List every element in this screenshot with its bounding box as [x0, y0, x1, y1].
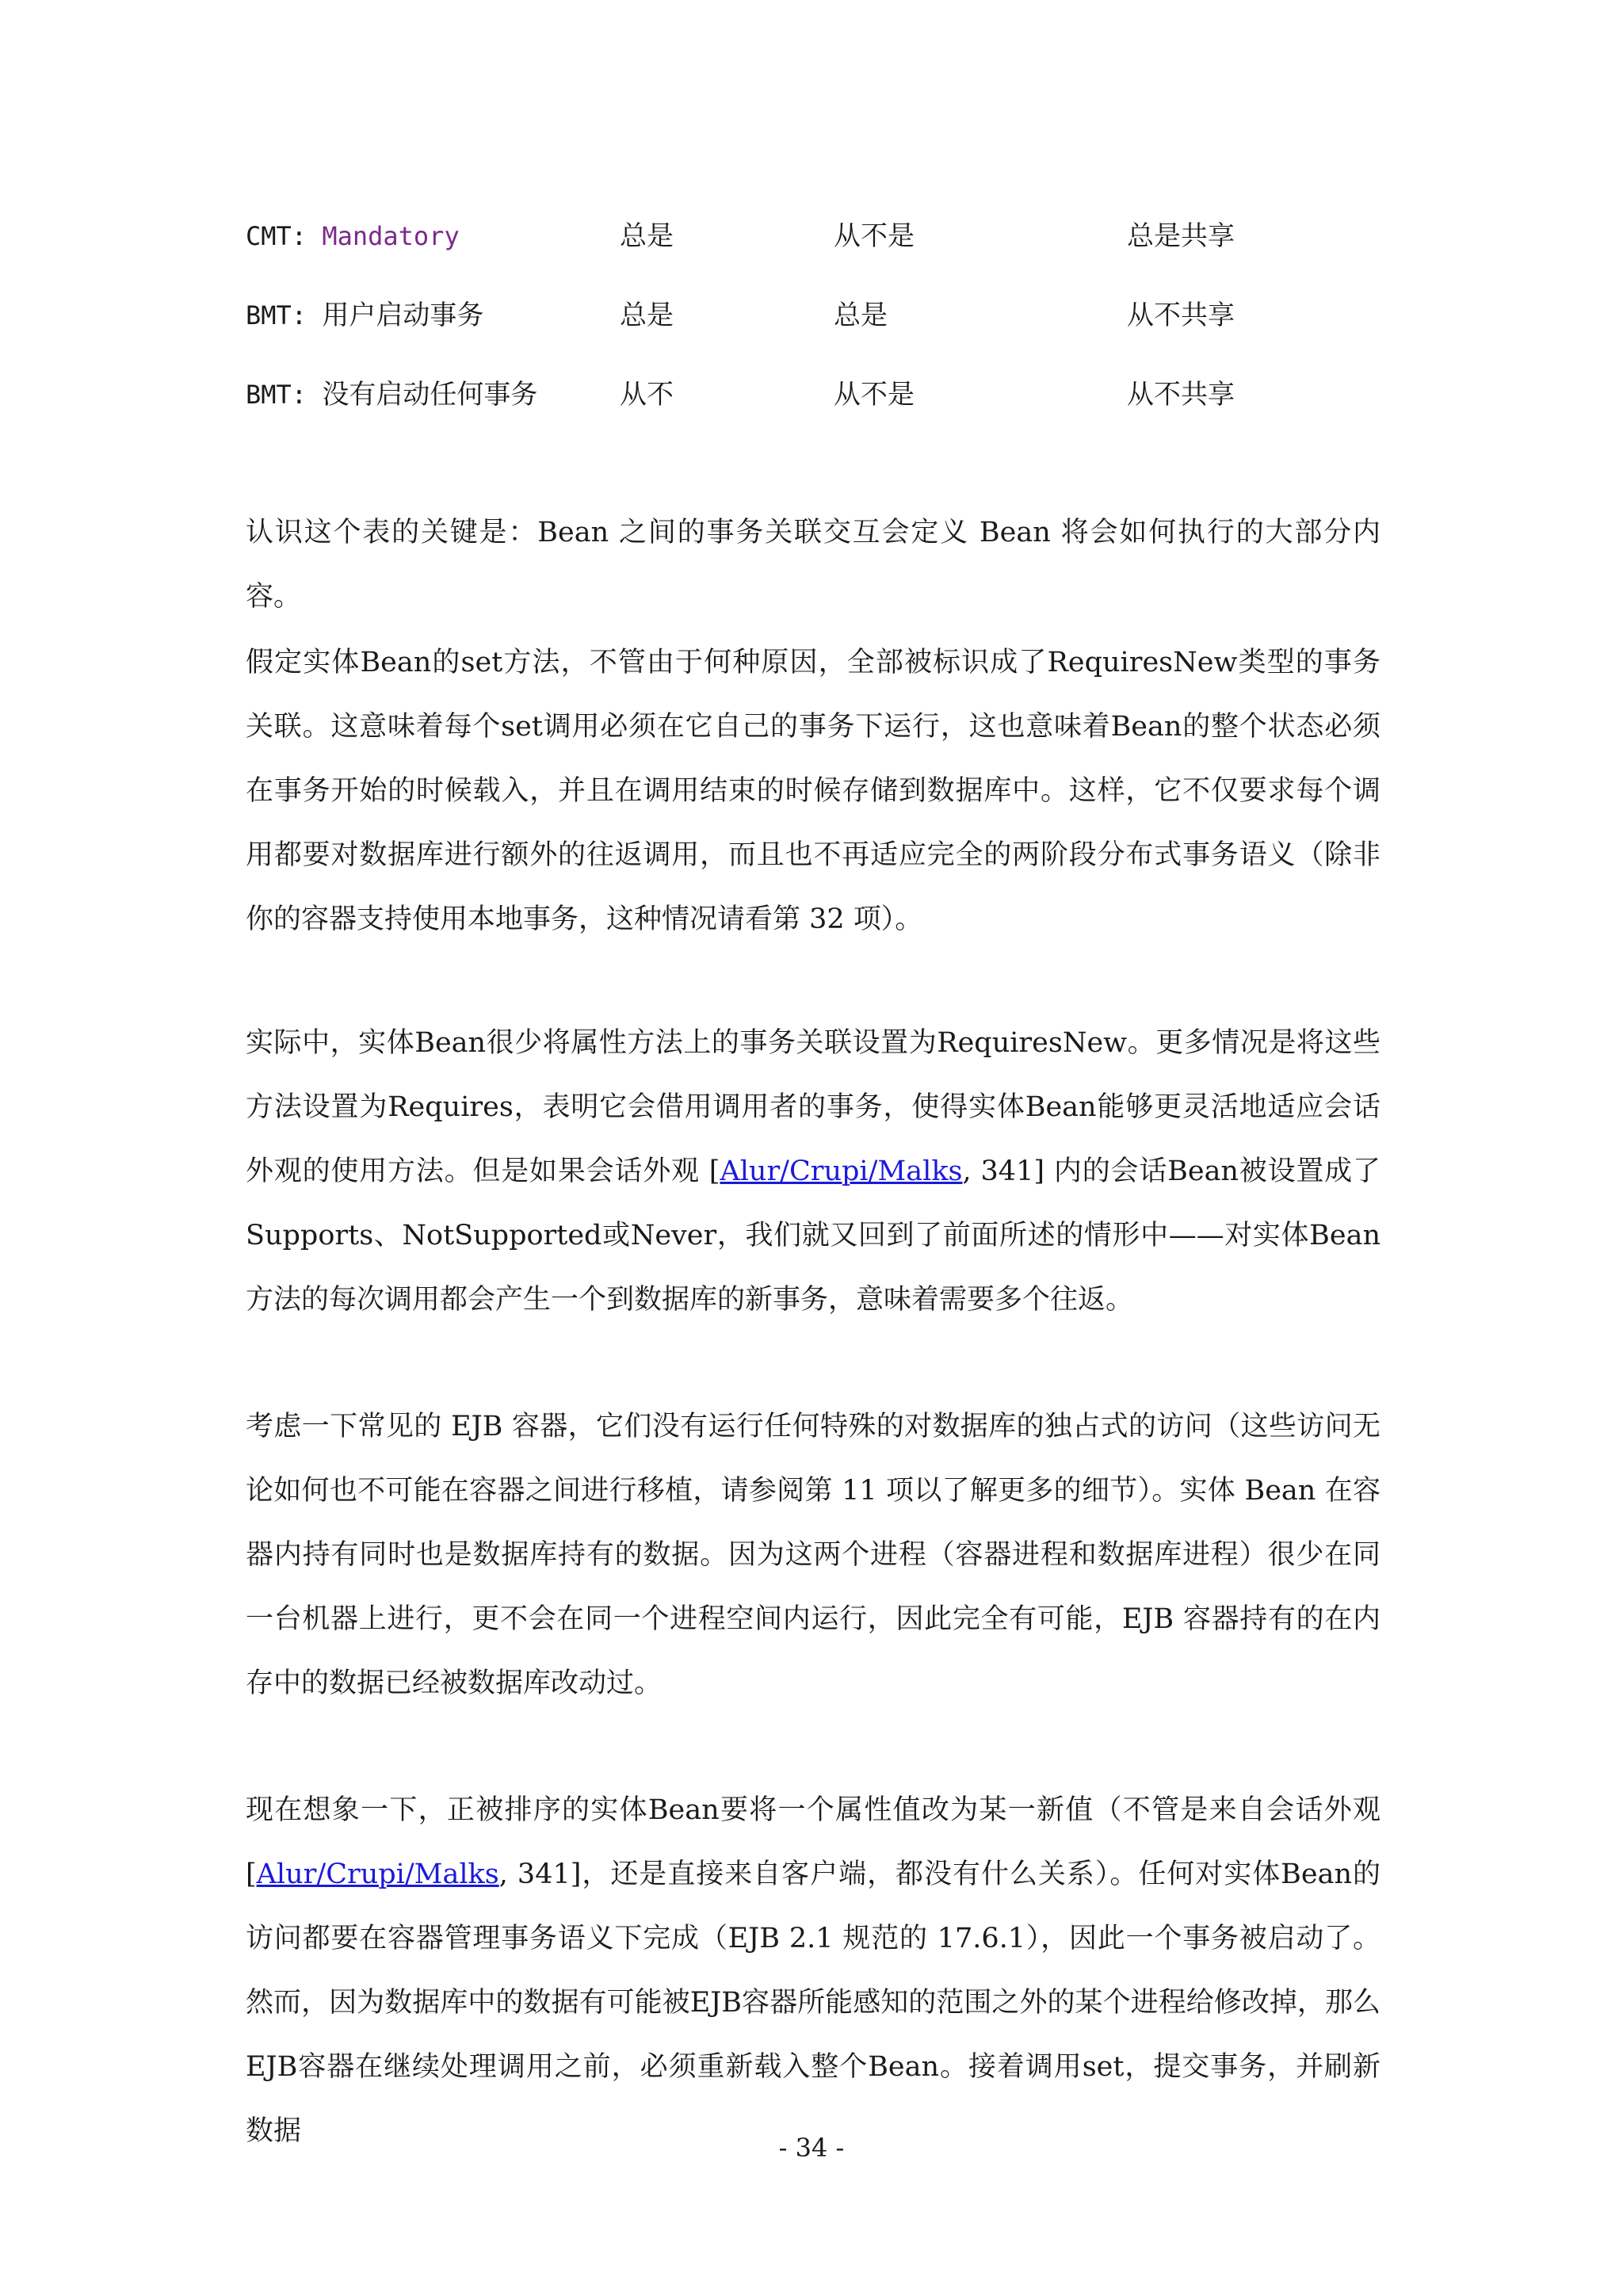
reference-link[interactable]: Alur/Crupi/Malks: [720, 1156, 963, 1187]
row-col3: 从不共享: [1127, 379, 1235, 411]
text-span: , 341]，还是直接来自客户端，都没有什么关系）。任何对实体Bean的访问都要在容器管理事务语义下完成（EJB 2.1 规范的 17.6.1），因此一个事务被启动了。然而，因为数据库中的数据有可能被EJB容器所能感知的范围之外的某个进程给修改掉，那么EJB容器在继续处理调用之前，必须重新载入整个Bean。接着调用set，提交事务，并刷新数据: [246, 1859, 1381, 2147]
text-span: 实际中，实体Bean很少将属性方法上的事务关联设置为RequiresNew。更多情况是将这些方法设置为Requires，表明它会借用调用者的事务，使得实体Bean能够更灵活地适应会话外观的使用方法。但是如果会话外观 [: [246, 1027, 1381, 1187]
page-number: - 34 -: [778, 2133, 845, 2163]
paragraph-requires-new: 假定实体Bean的set方法，不管由于何种原因，全部被标识成了RequiresNew类型的事务关联。这意味着每个set调用必须在它自己的事务下运行，这也意味着Bean的整个状态必须在事务开始的时候载入，并且在调用结束的时候存储到数据库中。这样，它不仅要求每个调用都要对数据库进行额外的往返调用，而且也不再适应完全的两阶段分布式事务语义（除非你的容器支持使用本地事务，这种情况请看第 32 项）。: [246, 647, 1381, 935]
text-span: 现在想象一下，正被排序的实体Bean要将一个属性值改为某一新值（不管是来自会话外观 [: [246, 1794, 1381, 1890]
row-keyword: Mandatory: [322, 221, 460, 251]
row-col2: 总是: [834, 300, 888, 331]
row-label: 用户启动事务: [322, 300, 484, 331]
row-col1: 从不: [620, 379, 674, 411]
row-prefix: CMT:: [246, 221, 323, 251]
paragraph-entity-bean-update: [246, 1778, 1381, 2164]
row-prefix: BMT:: [246, 380, 323, 410]
row-col3: 从不共享: [1127, 300, 1235, 331]
paragraph-ejb-container: 考虑一下常见的 EJB 容器，它们没有运行任何特殊的对数据库的独占式的访问（这些访问无论如何也不可能在容器之间进行移植，请参阅第 11 项以了解更多的细节）。实体 Bean 在容器内持有同时也是数据库持有的数据。因为这两个进程（容器进程和数据库进程）很少在同一台机器上进行，更不会在同一个进程空间内运行，因此完全有可能，EJB 容器持有的在内存中的数据已经被数据库改动过。: [246, 1411, 1381, 1699]
row-type-cell: [246, 212, 460, 260]
reference-link[interactable]: Alur/Crupi/Malks: [256, 1859, 499, 1890]
row-type-cell: [246, 371, 537, 418]
row-col3: 总是共享: [1127, 220, 1235, 252]
row-prefix: BMT:: [246, 300, 323, 330]
row-col1: 总是: [620, 220, 674, 252]
row-col1: 总是: [620, 300, 674, 331]
text-span: , 341] 内的会话Bean被设置成了Supports、NotSupported或Never，我们就又回到了前面所述的情形中——对实体Bean方法的每次调用都会产生一个到数据库的新事务，意味着需要多个往返。: [246, 1156, 1381, 1316]
row-col2: 从不是: [834, 379, 915, 411]
paragraph-session-facade: [246, 1011, 1381, 1332]
row-label: 没有启动任何事务: [322, 379, 538, 411]
row-type-cell: [246, 292, 483, 339]
paragraph-table-key: 认识这个表的关键是：Bean 之间的事务关联交互会定义 Bean 将会如何执行的大部分内容。: [246, 517, 1381, 613]
row-col2: 从不是: [834, 220, 915, 252]
